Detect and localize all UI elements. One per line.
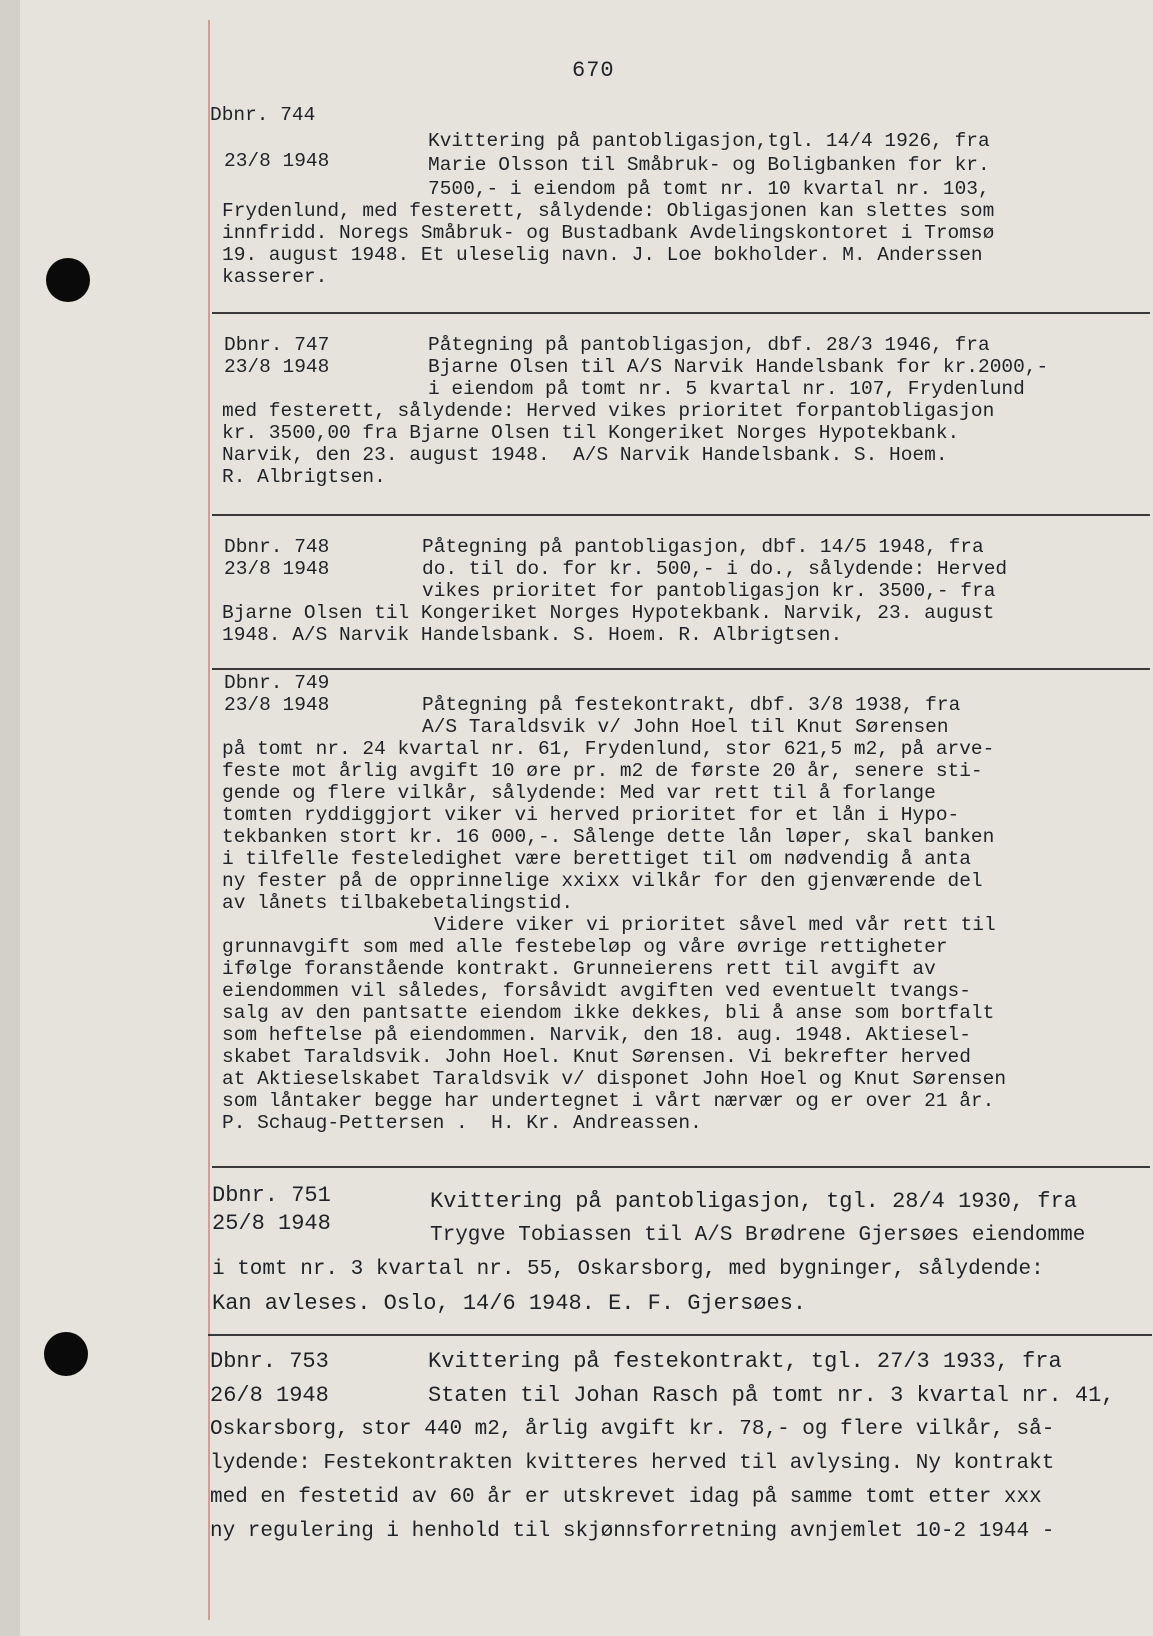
entry-line: Påtegning på pantobligasjon, dbf. 28/3 1946, fra	[428, 334, 990, 356]
dbnr-label: Dbnr. 751	[212, 1183, 331, 1208]
entry-line: Kvittering på pantobligasjon,tgl. 14/4 1926, fra	[428, 130, 990, 152]
entry-line: Marie Olsson til Småbruk- og Boligbanken for kr.	[428, 154, 990, 176]
entry-line: Bjarne Olsen til A/S Narvik Handelsbank for kr.2000,-	[428, 356, 1049, 378]
entry-date: 23/8 1948	[224, 150, 330, 172]
entry-date: 23/8 1948	[224, 694, 330, 716]
separator-rule	[212, 668, 1150, 670]
entry-line: do. til do. for kr. 500,- i do., sålydende: Herved	[422, 558, 1008, 580]
entry-line: skabet Taraldsvik. John Hoel. Knut Sørensen. Vi bekrefter herved	[222, 1046, 971, 1068]
entry-date: 23/8 1948	[224, 558, 330, 580]
entry-line: ny fester på de opprinnelige xxixx vilkår for den gjenværende del	[222, 870, 983, 892]
entry-line: i tilfelle festeledighet være berettiget til om nødvendig å anta	[222, 848, 971, 870]
entry-date: 23/8 1948	[224, 356, 330, 378]
entry-line: 1948. A/S Narvik Handelsbank. S. Hoem. R. Albrigtsen.	[222, 624, 843, 646]
entry-line: kr. 3500,00 fra Bjarne Olsen til Kongeriket Norges Hypotekbank.	[222, 422, 960, 444]
entry-line: Staten til Johan Rasch på tomt nr. 3 kvartal nr. 41,	[428, 1383, 1115, 1408]
page-number: 670	[572, 58, 615, 83]
punch-hole-bottom	[44, 1332, 88, 1376]
entry-line: grunnavgift som med alle festebeløp og våre øvrige rettigheter	[222, 936, 948, 958]
dbnr-label: Dbnr. 753	[210, 1349, 329, 1374]
entry-line: Kan avleses. Oslo, 14/6 1948. E. F. Gjersøes.	[212, 1291, 807, 1316]
entry-line: Kvittering på pantobligasjon, tgl. 28/4 1930, fra	[430, 1189, 1077, 1214]
entry-line: 7500,- i eiendom på tomt nr. 10 kvartal nr. 103,	[428, 178, 990, 200]
entry-line: ny regulering i henhold til skjønnsforretning avnjemlet 10-2 1944 -	[210, 1520, 1055, 1543]
entry-line: med en festetid av 60 år er utskrevet idag på samme tomt etter xxx	[210, 1486, 1042, 1509]
entry-line: salg av den pantsatte eiendom ikke dekkes, bli å anse som bortfalt	[222, 1002, 995, 1024]
entry-line: med festerett, sålydende: Herved vikes prioritet forpantobligasjon	[222, 400, 995, 422]
entry-line: lydende: Festekontrakten kvitteres herved til avlysing. Ny kontrakt	[210, 1452, 1055, 1475]
entry-line: kasserer.	[222, 266, 328, 288]
dbnr-label: Dbnr. 749	[224, 672, 330, 694]
entry-line: Videre viker vi prioritet såvel med vår rett til	[434, 914, 996, 936]
entry-line: Frydenlund, med festerett, sålydende: Obligasjonen kan slettes som	[222, 200, 995, 222]
entry-line: på tomt nr. 24 kvartal nr. 61, Frydenlund, stor 621,5 m2, på arve-	[222, 738, 995, 760]
entry-line: Oskarsborg, stor 440 m2, årlig avgift kr. 78,- og flere vilkår, så-	[210, 1418, 1055, 1441]
entry-line: Påtegning på festekontrakt, dbf. 3/8 1938, fra	[422, 694, 961, 716]
separator-rule	[208, 1334, 1152, 1336]
entry-line: gende og flere vilkår, sålydende: Med var rett til å forlange	[222, 782, 936, 804]
entry-line: Trygve Tobiassen til A/S Brødrene Gjersøes eiendomme	[430, 1224, 1086, 1247]
entry-line: at Aktieselskabet Taraldsvik v/ disponet John Hoel og Knut Sørensen	[222, 1068, 1007, 1090]
entry-line: tekbanken stort kr. 16 000,-. Sålenge dette lån løper, skal banken	[222, 826, 995, 848]
entry-line: i eiendom på tomt nr. 5 kvartal nr. 107, Frydenlund	[428, 378, 1025, 400]
entry-line: som låntaker begge har undertegnet i vårt nærvær og er over 21 år.	[222, 1090, 995, 1112]
separator-rule	[212, 1166, 1150, 1168]
entry-line: feste mot årlig avgift 10 øre pr. m2 de første 20 år, senere sti-	[222, 760, 983, 782]
entry-line: Påtegning på pantobligasjon, dbf. 14/5 1948, fra	[422, 536, 984, 558]
dbnr-label: Dbnr. 748	[224, 536, 330, 558]
entry-line: som heftelse på eiendommen. Narvik, den 18. aug. 1948. Aktiesel-	[222, 1024, 971, 1046]
entry-line: vikes prioritet for pantobligasjon kr. 3500,- fra	[422, 580, 996, 602]
separator-rule	[212, 514, 1150, 516]
entry-line: av lånets tilbakebetalingstid.	[222, 892, 574, 914]
separator-rule	[212, 312, 1150, 314]
entry-date: 25/8 1948	[212, 1211, 331, 1236]
document-page	[20, 0, 1153, 1636]
dbnr-label: Dbnr. 747	[224, 334, 330, 356]
entry-line: R. Albrigtsen.	[222, 466, 386, 488]
entry-line: Narvik, den 23. august 1948. A/S Narvik Handelsbank. S. Hoem.	[222, 444, 948, 466]
dbnr-label: Dbnr. 744	[210, 104, 316, 126]
punch-hole-top	[46, 258, 90, 302]
entry-line: eiendommen vil således, forsåvidt avgiften ved eventuelt tvangs-	[222, 980, 971, 1002]
entry-line: Bjarne Olsen til Kongeriket Norges Hypotekbank. Narvik, 23. august	[222, 602, 995, 624]
entry-line: innfridd. Noregs Småbruk- og Bustadbank Avdelingskontoret i Tromsø	[222, 222, 995, 244]
entry-date: 26/8 1948	[210, 1383, 329, 1408]
entry-line: P. Schaug-Pettersen . H. Kr. Andreassen.	[222, 1112, 702, 1134]
entry-line: Kvittering på festekontrakt, tgl. 27/3 1933, fra	[428, 1349, 1062, 1374]
entry-line: A/S Taraldsvik v/ John Hoel til Knut Sørensen	[422, 716, 949, 738]
entry-line: ifølge foranstående kontrakt. Grunneierens rett til avgift av	[222, 958, 936, 980]
entry-line: i tomt nr. 3 kvartal nr. 55, Oskarsborg, med bygninger, sålydende:	[212, 1258, 1044, 1281]
entry-line: tomten ryddiggjort viker vi herved prioritet for et lån i Hypo-	[222, 804, 960, 826]
entry-line: 19. august 1948. Et uleselig navn. J. Loe bokholder. M. Anderssen	[222, 244, 983, 266]
